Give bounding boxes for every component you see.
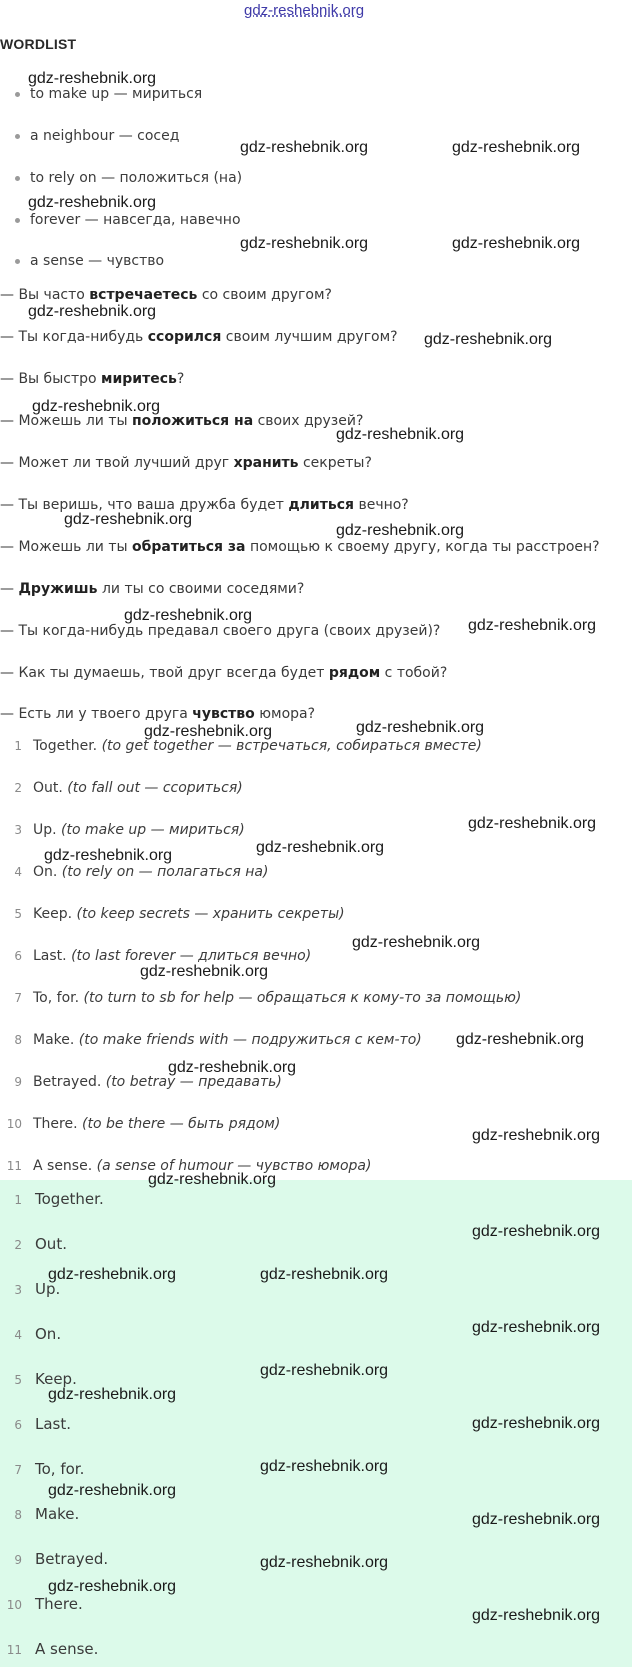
bullet-icon [15, 218, 20, 223]
watermark: gdz-reshebnik.org [28, 194, 157, 211]
question-line: — Можешь ли ты обратиться за помощью к своему другу, когда ты расстроен? [0, 539, 600, 555]
wordlist-item: to rely on — положиться (на) [15, 170, 242, 186]
watermark: gdz-reshebnik.org [32, 398, 161, 415]
bullet-icon [15, 259, 20, 264]
watermark: gdz-reshebnik.org [356, 719, 485, 736]
watermark: gdz-reshebnik.org [260, 1362, 389, 1379]
watermark: gdz-reshebnik.org [140, 963, 269, 980]
short-answer-line: 9 Betrayed. [14, 1550, 109, 1568]
watermark: gdz-reshebnik.org [168, 1059, 297, 1076]
watermark: gdz-reshebnik.org [48, 1266, 177, 1283]
watermark: gdz-reshebnik.org [452, 235, 581, 252]
short-answer-line: 8 Make. [14, 1505, 80, 1523]
watermark: gdz-reshebnik.org [256, 839, 385, 856]
watermark: gdz-reshebnik.org [44, 847, 173, 864]
answer-line: 7 To, for. (to turn to sb for help — обращаться к кому-то за помощью) [14, 990, 522, 1006]
watermark: gdz-reshebnik.org [472, 1319, 601, 1336]
bullet-icon [15, 176, 20, 181]
watermark: gdz-reshebnik.org [468, 815, 597, 832]
watermark-top[interactable]: gdz-reshebnik.org [244, 2, 365, 19]
watermark: gdz-reshebnik.org [48, 1578, 177, 1595]
bullet-icon [15, 92, 20, 97]
answer-line: 6 Last. (to last forever — длиться вечно) [14, 948, 312, 964]
watermark: gdz-reshebnik.org [28, 303, 157, 320]
short-answer-line: 2 Out. [14, 1235, 67, 1253]
answer-line: 3 Up. (to make up — мириться) [14, 822, 245, 838]
short-answer-line: 10 There. [6, 1595, 83, 1613]
answer-line: 2 Out. (to fall out — ссориться) [14, 780, 243, 796]
bullet-icon [15, 134, 20, 139]
question-line: — Есть ли у твоего друга чувство юмора? [0, 706, 316, 722]
answer-line: 5 Keep. (to keep secrets — хранить секреты) [14, 906, 345, 922]
short-answer-line: 3 Up. [14, 1280, 61, 1298]
question-line: — Вы быстро миритесь? [0, 371, 185, 387]
watermark: gdz-reshebnik.org [28, 70, 157, 87]
watermark: gdz-reshebnik.org [456, 1031, 585, 1048]
wordlist-heading: WORDLIST [0, 36, 77, 52]
wordlist-item: a sense — чувство [15, 253, 164, 269]
short-answer-line: 6 Last. [14, 1415, 72, 1433]
watermark: gdz-reshebnik.org [472, 1223, 601, 1240]
question-line: — Ты когда-нибудь предавал своего друга (своих друзей)? [0, 623, 441, 639]
question-line: — Как ты думаешь, твой друг всегда будет рядом с тобой? [0, 665, 448, 681]
question-line: — Может ли твой лучший друг хранить секреты? [0, 455, 372, 471]
wordlist-item: a neighbour — сосед [15, 128, 179, 144]
watermark: gdz-reshebnik.org [336, 522, 465, 539]
watermark: gdz-reshebnik.org [64, 511, 193, 528]
short-answer-line: 1 Together. [14, 1190, 104, 1208]
question-line: — Вы часто встречаетесь со своим другом? [0, 287, 332, 303]
watermark: gdz-reshebnik.org [468, 617, 597, 634]
watermark: gdz-reshebnik.org [452, 139, 581, 156]
watermark: gdz-reshebnik.org [472, 1127, 601, 1144]
watermark: gdz-reshebnik.org [472, 1607, 601, 1624]
answer-line: 8 Make. (to make friends with — подружиться с кем-то) [14, 1032, 422, 1048]
watermark: gdz-reshebnik.org [472, 1415, 601, 1432]
short-answer-line: 7 To, for. [14, 1460, 85, 1478]
answer-line: 1 Together. (to get together — встречаться, собираться вместе) [14, 738, 482, 754]
question-line: — Можешь ли ты положиться на своих друзей? [0, 413, 364, 429]
answer-line: 11 A sense. (a sense of humour — чувство юмора) [6, 1158, 372, 1174]
watermark: gdz-reshebnik.org [240, 139, 369, 156]
answer-line: 4 On. (to rely on — полагаться на) [14, 864, 269, 880]
watermark: gdz-reshebnik.org [124, 607, 253, 624]
watermark: gdz-reshebnik.org [260, 1266, 389, 1283]
wordlist-item: to make up — мириться [15, 86, 202, 102]
watermark: gdz-reshebnik.org [144, 723, 273, 740]
question-line: — Ты веришь, что ваша дружба будет длиться вечно? [0, 497, 409, 513]
watermark: gdz-reshebnik.org [472, 1511, 601, 1528]
watermark: gdz-reshebnik.org [260, 1554, 389, 1571]
answer-line: 10 There. (to be there — быть рядом) [6, 1116, 281, 1132]
watermark: gdz-reshebnik.org [424, 331, 553, 348]
question-line: — Дружишь ли ты со своими соседями? [0, 581, 305, 597]
watermark: gdz-reshebnik.org [148, 1171, 277, 1188]
watermark: gdz-reshebnik.org [336, 426, 465, 443]
answer-line: 9 Betrayed. (to betray — предавать) [14, 1074, 282, 1090]
short-answer-line: 5 Keep. [14, 1370, 77, 1388]
watermark: gdz-reshebnik.org [240, 235, 369, 252]
watermark: gdz-reshebnik.org [48, 1386, 177, 1403]
question-line: — Ты когда-нибудь ссорился своим лучшим другом? [0, 329, 398, 345]
watermark: gdz-reshebnik.org [48, 1482, 177, 1499]
watermark: gdz-reshebnik.org [352, 934, 481, 951]
watermark: gdz-reshebnik.org [260, 1458, 389, 1475]
wordlist-item: forever — навсегда, навечно [15, 212, 241, 228]
short-answer-line: 11 A sense. [6, 1640, 99, 1658]
short-answer-line: 4 On. [14, 1325, 62, 1343]
